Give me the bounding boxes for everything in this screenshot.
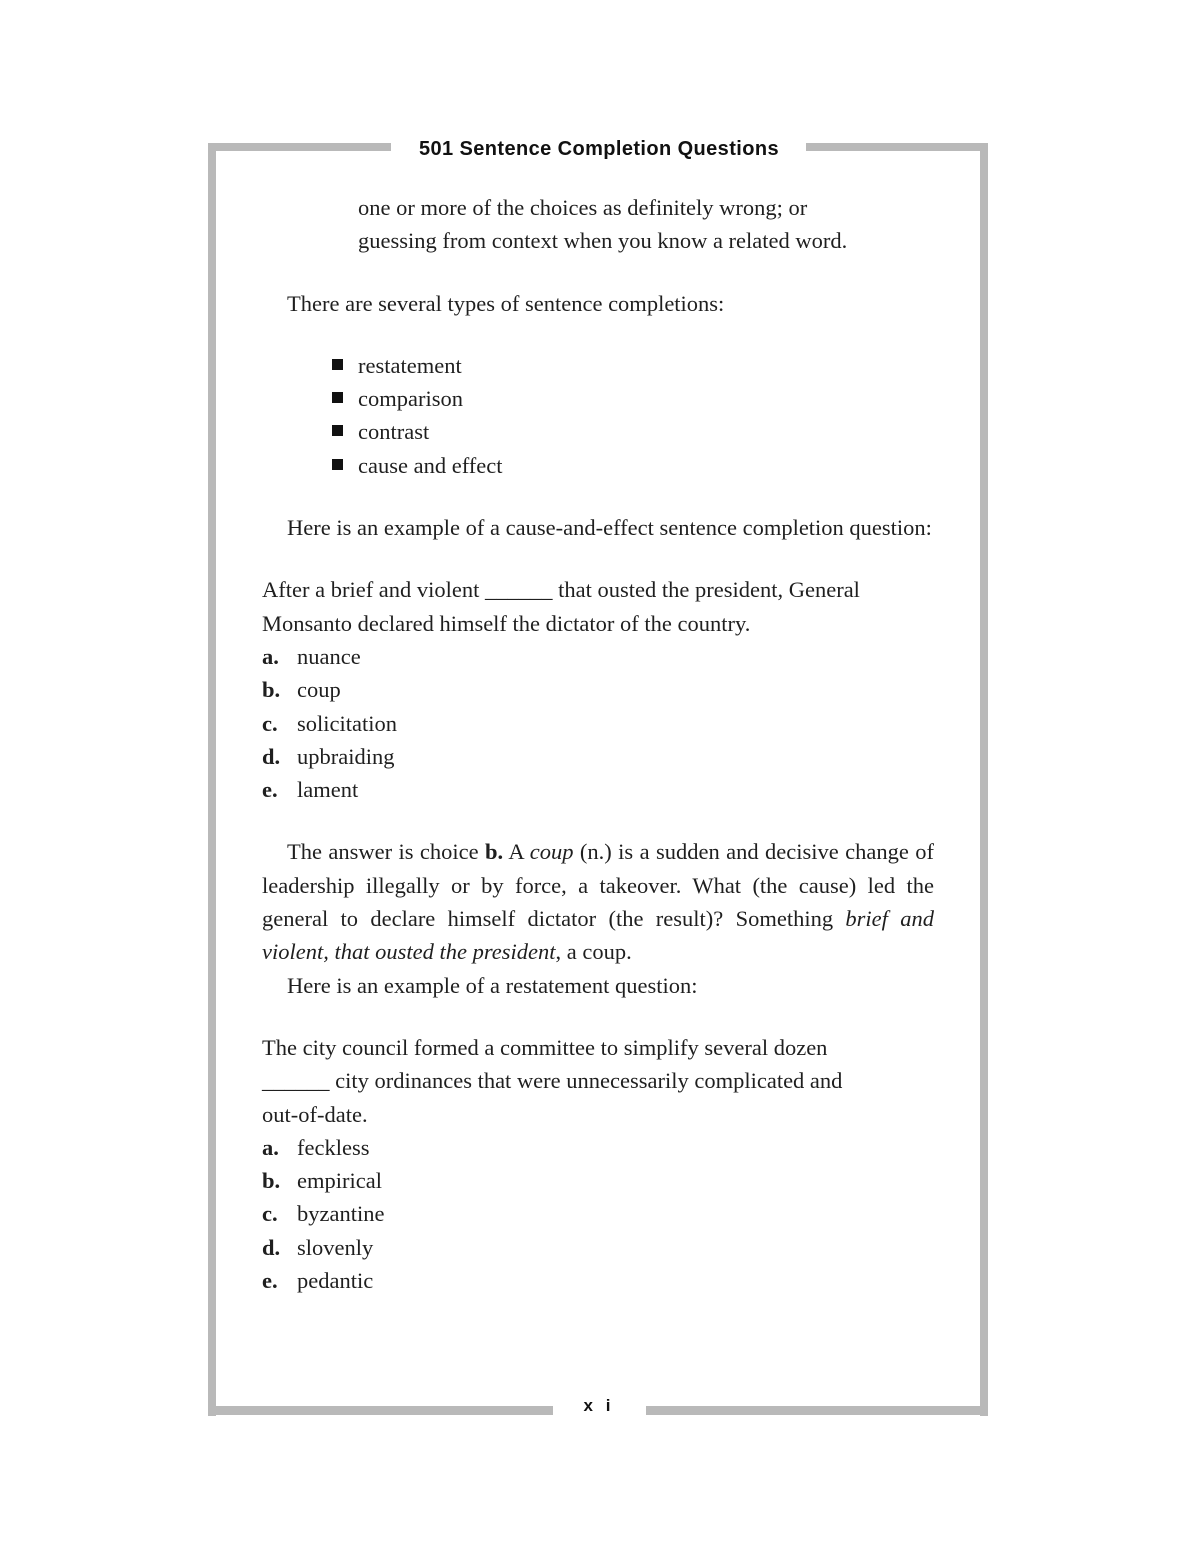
example2-choices bbox=[262, 1131, 934, 1297]
answer-choice: e. pedantic bbox=[262, 1268, 374, 1294]
bullet-square-icon bbox=[332, 459, 343, 470]
list-item: restatement bbox=[332, 349, 934, 382]
frame-bottom-left bbox=[208, 1406, 553, 1415]
answer-choice: c. solicitation bbox=[262, 710, 397, 736]
answer-choice: a. feckless bbox=[262, 1134, 370, 1160]
bullet-square-icon bbox=[332, 425, 343, 436]
explanation-paragraph: The answer is choice b. A coup (n.) is a sudden and decisive change of leadership illegally or by force, a takeover. What (the cause) led the general to declare himself dictator (the result)? Something brief and violent, that ousted the president, a coup. bbox=[262, 839, 934, 965]
page-content bbox=[262, 191, 934, 1297]
answer-choice: c. byzantine bbox=[262, 1201, 385, 1227]
list-item: comparison bbox=[332, 382, 934, 415]
frame-top-right bbox=[806, 143, 988, 151]
example2-question-line: out-of-date. bbox=[262, 1101, 368, 1127]
spacer bbox=[262, 320, 934, 349]
answer-choice: b. empirical bbox=[262, 1168, 382, 1194]
example1-question-line: Monsanto declared himself the dictator of the country. bbox=[262, 610, 751, 636]
types-list bbox=[262, 349, 934, 482]
intro-line: guessing from context when you know a related word. bbox=[358, 228, 848, 254]
answer-choice: e. lament bbox=[262, 777, 359, 803]
answer-choice: b. coup bbox=[262, 677, 341, 703]
example2-question-line: The city council formed a committee to simplify several dozen bbox=[262, 1034, 828, 1060]
list-item: contrast bbox=[332, 415, 934, 448]
spacer bbox=[262, 544, 934, 573]
answer-choice: d. upbraiding bbox=[262, 743, 395, 769]
page-header-title: 501 Sentence Completion Questions bbox=[395, 138, 803, 161]
example1-lead: Here is an example of a cause-and-effect sentence completion question: bbox=[287, 515, 932, 541]
example1-question-line: After a brief and violent ______ that ousted the president, General bbox=[262, 577, 860, 603]
frame-bottom-right bbox=[646, 1406, 988, 1415]
example2-lead: Here is an example of a restatement question: bbox=[287, 972, 698, 998]
spacer bbox=[262, 482, 934, 511]
page-number: x i bbox=[583, 1396, 615, 1415]
frame-top-left bbox=[208, 143, 391, 151]
spacer bbox=[262, 1002, 934, 1031]
list-item: cause and effect bbox=[332, 449, 934, 482]
bullet-square-icon bbox=[332, 392, 343, 403]
example2-question-line: ______ city ordinances that were unnecessarily complicated and bbox=[262, 1068, 843, 1094]
bullet-square-icon bbox=[332, 359, 343, 370]
types-intro: There are several types of sentence completions: bbox=[287, 290, 725, 316]
answer-choice: d. slovenly bbox=[262, 1234, 374, 1260]
spacer bbox=[262, 806, 934, 835]
frame-left bbox=[208, 143, 216, 1416]
frame-right bbox=[980, 143, 988, 1416]
spacer bbox=[262, 258, 934, 287]
example1-choices bbox=[262, 640, 934, 806]
answer-choice: a. nuance bbox=[262, 643, 361, 669]
intro-line: one or more of the choices as definitely wrong; or bbox=[358, 195, 808, 220]
